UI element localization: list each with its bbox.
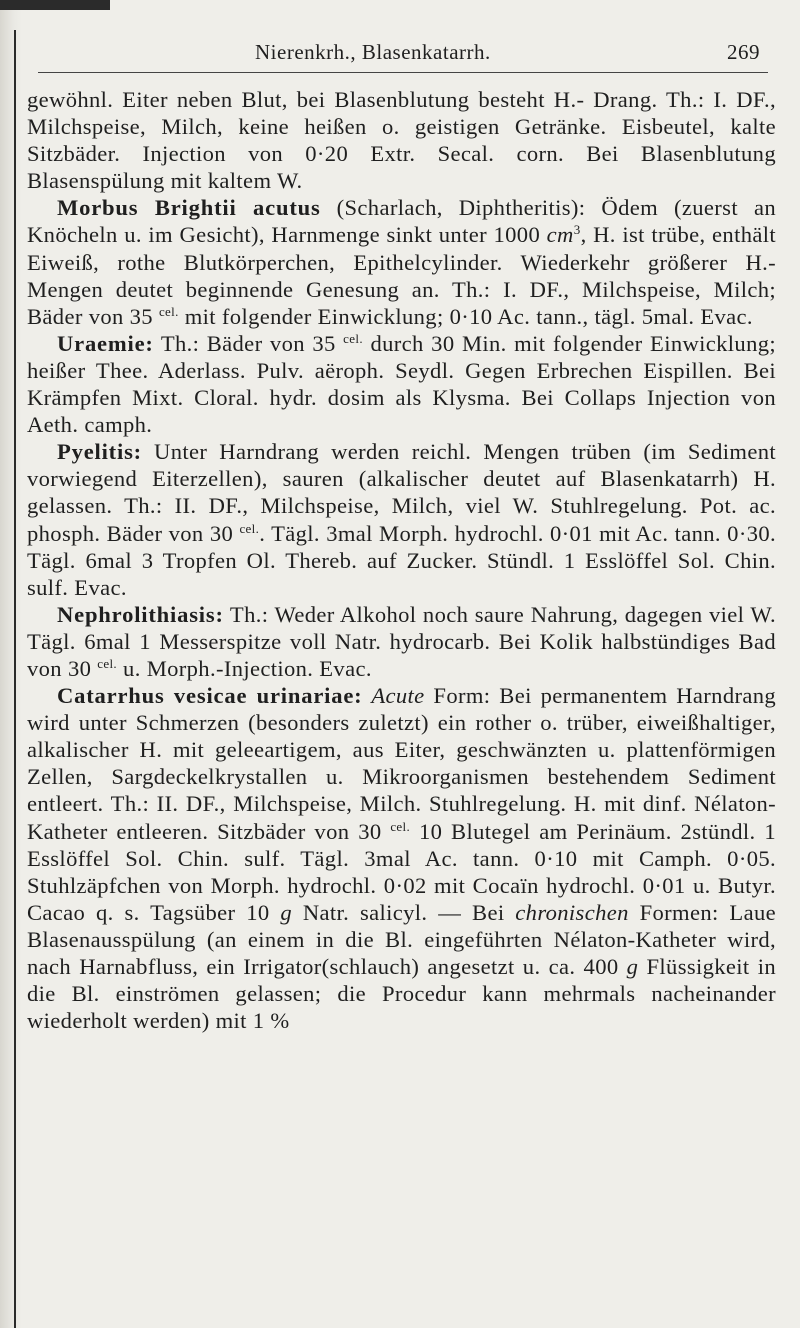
section-pyelitis (27, 438, 776, 601)
section-heading: Nephrolithiasis: (57, 601, 224, 627)
chronic-label: chronischen (515, 899, 629, 925)
section-text: Flüssigkeit in die Bl. einströmen gelassen; die Procedur kann mehrmals nacheinander wiederholt werden) mit 1 % (27, 954, 776, 1034)
section-text: Formen: Laue Blasenausspülung (an einem in die Bl. eingeführten Nélaton-Katheter wird, nach Harnabfluss, ein Irrigator(schlauch) angesetzt u. ca. 400 (27, 899, 776, 979)
acute-label: Acute (371, 683, 425, 709)
section-text: Th.: Bäder von 35 (153, 330, 344, 356)
page-gutter-edge (0, 0, 22, 1328)
section-text: Form: Bei permanentem Harndrang wird unter Schmerzen (besonders zuletzt) ein rother o. trüber, eiweißhaltiger, alkalischer H. mit geleeartigem, aus Eiter, geschwänzten u. plattenförmigen Zellen, Sargdeckelkrystallen u. Mikroorganismen bestehendem Sediment entleert. Th.: II. DF., Milchspeise, Milch. Stuhlregelung. H. mit dinf. Nélaton-Katheter entleeren. Sitzbäder von 30 (27, 683, 777, 844)
unit-gram: g (626, 954, 639, 979)
page-body (27, 86, 776, 1034)
section-text: . Tägl. 3mal Morph. hydrochl. 0·01 mit Ac. tann. 0·30. Tägl. 6mal 3 Tropfen Ol. Thereb. auf Zucker. Stündl. 1 Esslöffel Sol. Chin. sulf. Evac. (27, 520, 776, 600)
section-text: durch 30 Min. mit folgender Einwicklung; heißer Thee. Aderlass. Pulv. aëroph. Seydl. Gegen Erbrechen Eispillen. Bei Krämpfen Mixt. Cloral. hydr. dosim als Klysma. Bei Collaps Injection von Aeth. camph. (27, 330, 776, 438)
section-text: , H. ist trübe, enthält Eiweiß, rothe Blutkörperchen, Epithelcylinder. Wiederkehr größerer H.-Mengen deutet beginnende Genesung an. Th.: I. DF., Milchspeise, Milch; Bäder von 35 (27, 222, 776, 329)
unit-gram: g (280, 899, 293, 925)
section-text: Unter Harndrang werden reichl. Mengen trüben (im Sediment vorwiegend Eiterzellen), sauren (alkalischer deutet auf Blasenkatarrh) H. gelassen. Th.: II. DF., Milchspeise, Milch, viel W. Stuhlregelung. Pot. ac. phosph. Bäder von 30 (27, 439, 776, 546)
text-line: kaltem W. (207, 168, 303, 194)
section-nephrolithiasis (27, 601, 776, 682)
celsius-mark: cel. (239, 520, 260, 536)
celsius-mark: cel. (97, 655, 118, 671)
unit-cm: cm (546, 222, 574, 248)
section-heading: Pyelitis: (57, 439, 142, 465)
section-catarrhus-vesicae (27, 682, 776, 1034)
celsius-mark: cel. (158, 303, 179, 319)
text-line: 0·20 Extr. Secal. corn. Bei Blasenblutung Blasenspülung mit (27, 141, 776, 194)
text-line: geistigen Getränke. Eisbeutel, kalte Sitzbäder. Injection von (27, 114, 777, 167)
section-text: Natr. salicyl. — Bei (292, 899, 516, 925)
section-text: mit folgender Einwicklung; 0·10 Ac. tann., tägl. 5mal. Evac. (178, 303, 753, 329)
header-rule (38, 72, 768, 73)
section-heading: Catarrhus vesicae urinariae: (57, 683, 363, 709)
celsius-mark: cel. (343, 330, 363, 346)
scan-smudge (0, 0, 110, 10)
section-text: Th.: Weder Alkohol noch saure Nahrung, dagegen viel W. Tägl. 6mal 1 Messerspitze voll Natr. hydrocarb. Bei Kolik halbstündiges Bad von 30 (27, 601, 776, 681)
section-uraemie (27, 330, 776, 438)
text-line: gewöhnl. Eiter neben Blut, bei Blasenblutung besteht H.- (27, 87, 594, 112)
celsius-mark: cel. (390, 818, 411, 834)
section-text: 10 Blutegel am Perinäum. 2stündl. 1 Esslöffel Sol. Chin. sulf. Tägl. 3mal Ac. tann. 0·10 mit Camph. 0·05. Stuhlzäpfchen von Morph. hydrochl. 0·02 mit Cocaïn hydrochl. 0·01 u. Butyr. Cacao q. s. Tagsüber 10 (27, 818, 776, 925)
section-heading: Morbus Brightii acutus (57, 195, 321, 221)
section-heading: Uraemie: (57, 330, 154, 356)
running-header (255, 40, 760, 65)
section-morbus-brightii (27, 194, 776, 329)
page-number: 269 (727, 40, 760, 64)
text-line: Drang. Th.: I. DF., Milchspeise, Milch, keine heißen o. (27, 87, 776, 140)
unit-exponent: 3 (573, 222, 581, 238)
section-text: u. Morph.-Injection. Evac. (117, 655, 372, 681)
paragraph-continuation (27, 86, 776, 194)
running-title: Nierenkrh., Blasenkatarrh. (255, 40, 491, 64)
section-text: (Scharlach, Diphtheritis): Ödem (zuerst an Knöcheln u. im Gesicht), Harnmenge sinkt unter 1000 (27, 195, 776, 248)
